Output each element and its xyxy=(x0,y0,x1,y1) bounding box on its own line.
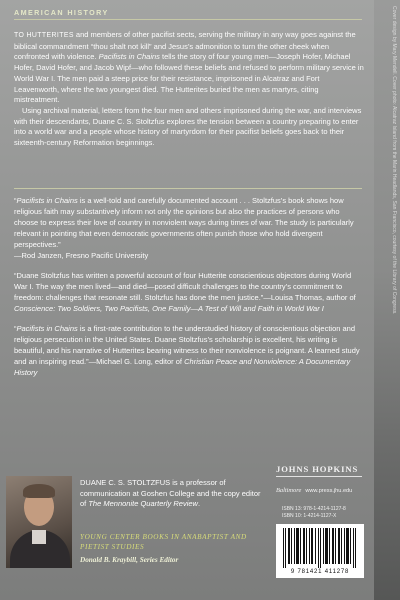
author-name: DUANE C. S. STOLTZFUS xyxy=(80,478,171,487)
barcode-number: 9 781421 411278 xyxy=(290,569,350,575)
endorsement-attribution: —Louisa Thomas, author of xyxy=(263,293,356,302)
barcode xyxy=(276,524,364,578)
divider-top xyxy=(14,19,362,20)
barcode-bars xyxy=(282,528,358,568)
series-name: YOUNG CENTER BOOKS IN ANABAPTIST AND PIETIST STUDIES xyxy=(80,533,247,551)
photo-credit: Cover design by Mary Mendell. Cover photo: Alcatraz Island from the Marin Headlands, San Francisco, courtesy of the Library of Congress. xyxy=(391,6,397,315)
background-photo-strip xyxy=(374,0,400,600)
series-editor: Donald B. Kraybill, Series Editor xyxy=(80,556,179,564)
author-bio: DUANE C. S. STOLTZFUS is a professor of communication at Goshen College and the copy editor of The Mennonite Quarterly Review. xyxy=(80,478,261,509)
publisher-city: Baltimore xyxy=(276,487,302,494)
book-description xyxy=(14,30,364,149)
publisher-name: JOHNS HOPKINS xyxy=(276,464,359,474)
isbn-13: ISBN 13: 978-1-4214-1127-8 xyxy=(282,506,346,512)
publisher-rule xyxy=(276,476,362,477)
endorsement-attribution: —Michael G. Long, editor of xyxy=(88,357,185,366)
divider-middle xyxy=(14,188,362,189)
description-paragraph-2: Using archival material, letters from the four men and others imprisoned during the war, and interviews with their descendants, Duane C. S. Stoltzfus explores the tension between a country preparing to enter into a world war and a people whose history of martyrdom for their pacifist beliefs goes back to their sixteenth-century Reformation beginnings. xyxy=(14,105,362,148)
isbn-10: ISBN 10: 1-4214-1127-X xyxy=(282,513,337,519)
endorsements xyxy=(14,195,364,387)
author-photo xyxy=(6,476,72,568)
endorsement-2: “Duane Stoltzfus has written a powerful account of four Hutterite conscientious objectors during World War I. The way the men lived—and died—posed difficult challenges to the country’s commitment to freedom: challenges that resonate still. Stoltzfus has done the men justice.”—Louisa Thomas, author of Conscience: Two Soldiers, Two Pacifists, One Family—A Test of Will and Faith in World War I xyxy=(14,271,356,313)
endorsement-attribution: —Rod Janzen, Fresno Pacific University xyxy=(14,251,149,260)
description-paragraph-1: TO HUTTERITES and members of other pacifist sects, serving the military in any way goes against the biblical commandment “thou shalt not kill” and Jesus’s admonition to turn the other cheek when confronted with violence. Pacifists in Chains tells the story of four young men—Joseph Hofer, Michael Hofer, David Hofer, and Jacob Wipf—who followed these beliefs and refused to perform military service in World War I. The men paid a steep price for their resistance, imprisoned in Alcatraz and Fort Leavenworth, where the two youngest died. The Hutterites buried the men as martyrs, citing mistreatment. xyxy=(14,30,364,105)
publisher-url: www.press.jhu.edu xyxy=(305,488,353,494)
subject-category: AMERICAN HISTORY xyxy=(14,8,109,17)
isbn-block xyxy=(282,506,346,520)
endorsement-3: “Pacifists in Chains is a first-rate contribution to the understudied history of conscientious objection and religious persecution in the United States. Duane Stoltzfus’s scholarship is excellent, his writing is beautiful, and his narrative of Hutterites bearing witness to their nonviolence is poignant. A learned study and an inspiring read.”—Michael G. Long, editor of Christian Peace and Nonviolence: A Documentary History xyxy=(14,324,360,377)
endorsement-1: “Pacifists in Chains is a well-told and carefully documented account . . . Stoltzfus’s book shows how religious faith may substantively inform not only the opinions but also the practices of persons who choose to express their love of country in nonviolent ways during times of war. The study is particularly relevant in pointing that even democratic governments often punish those who hold divergent perspectives.” —Rod Janzen, Fresno Pacific University xyxy=(14,196,354,260)
